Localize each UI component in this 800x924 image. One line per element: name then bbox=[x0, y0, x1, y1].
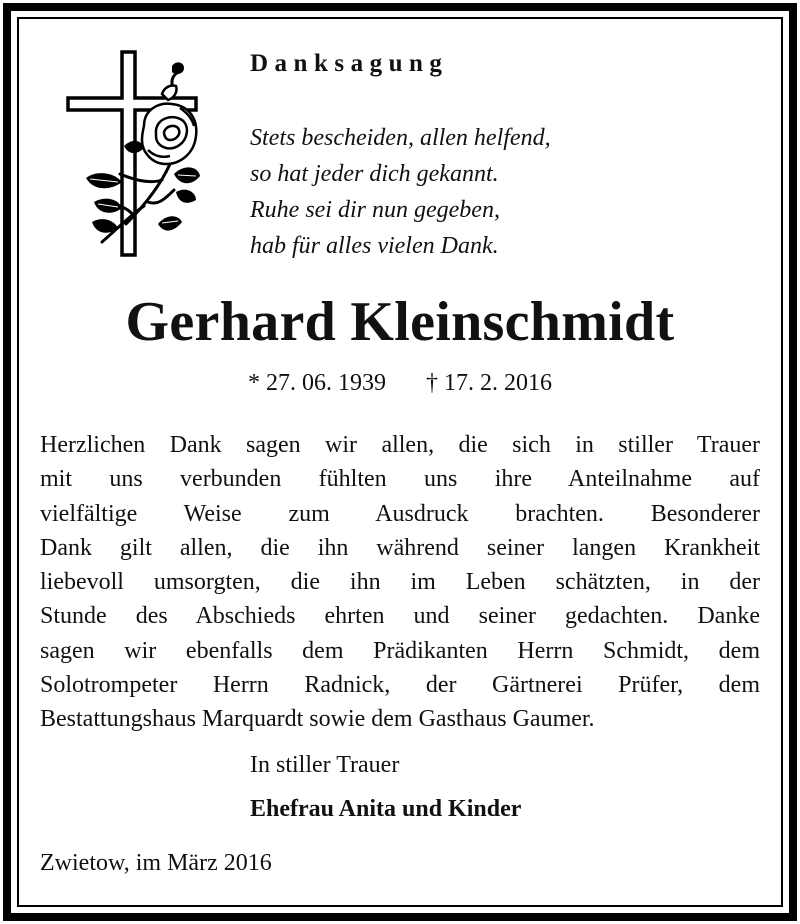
poem-line: Stets bescheiden, allen helfend, bbox=[250, 125, 551, 151]
thank-you-text bbox=[40, 428, 760, 737]
poem-line: so hat jeder dich gekannt. bbox=[250, 161, 499, 187]
life-dates bbox=[0, 370, 800, 397]
family-signature: Ehefrau Anita und Kinder bbox=[250, 796, 522, 822]
body-line: liebevoll umsorgten, die ihn im Leben schätzten, in der bbox=[40, 569, 760, 596]
body-line: vielfältige Weise zum Ausdruck brachten. Besonderer bbox=[40, 500, 760, 527]
death-date: † 17. 2. 2016 bbox=[426, 370, 552, 396]
body-line: mit uns verbunden fühlten uns ihre Anteilnahme auf bbox=[40, 466, 760, 493]
cross-with-rose-icon bbox=[62, 46, 207, 261]
body-line: Herzlichen Dank sagen wir allen, die sich in stiller Trauer bbox=[40, 432, 760, 458]
signoff: In stiller Trauer bbox=[250, 752, 400, 778]
body-line: Bestattungshaus Marquardt sowie dem Gasthaus Gaumer. bbox=[40, 706, 595, 733]
body-line: sagen wir ebenfalls dem Prädikanten Herrn Schmidt, dem bbox=[40, 637, 760, 664]
poem bbox=[250, 120, 551, 264]
body-line: Stunde des Abschieds ehrten und seiner gedachten. Danke bbox=[40, 603, 760, 630]
body-line: Solotrompeter Herrn Radnick, der Gärtnerei Prüfer, dem bbox=[40, 672, 760, 699]
deceased-name: Gerhard Kleinschmidt bbox=[125, 291, 675, 353]
body-line: Dank gilt allen, die ihn während seiner langen Krankheit bbox=[40, 534, 760, 561]
birth-date: * 27. 06. 1939 bbox=[248, 370, 386, 396]
place-and-date: Zwietow, im März 2016 bbox=[40, 850, 272, 876]
heading-danksagung: Danksagung bbox=[250, 50, 449, 77]
poem-line: hab für alles vielen Dank. bbox=[250, 233, 499, 259]
poem-line: Ruhe sei dir nun gegeben, bbox=[250, 197, 500, 223]
